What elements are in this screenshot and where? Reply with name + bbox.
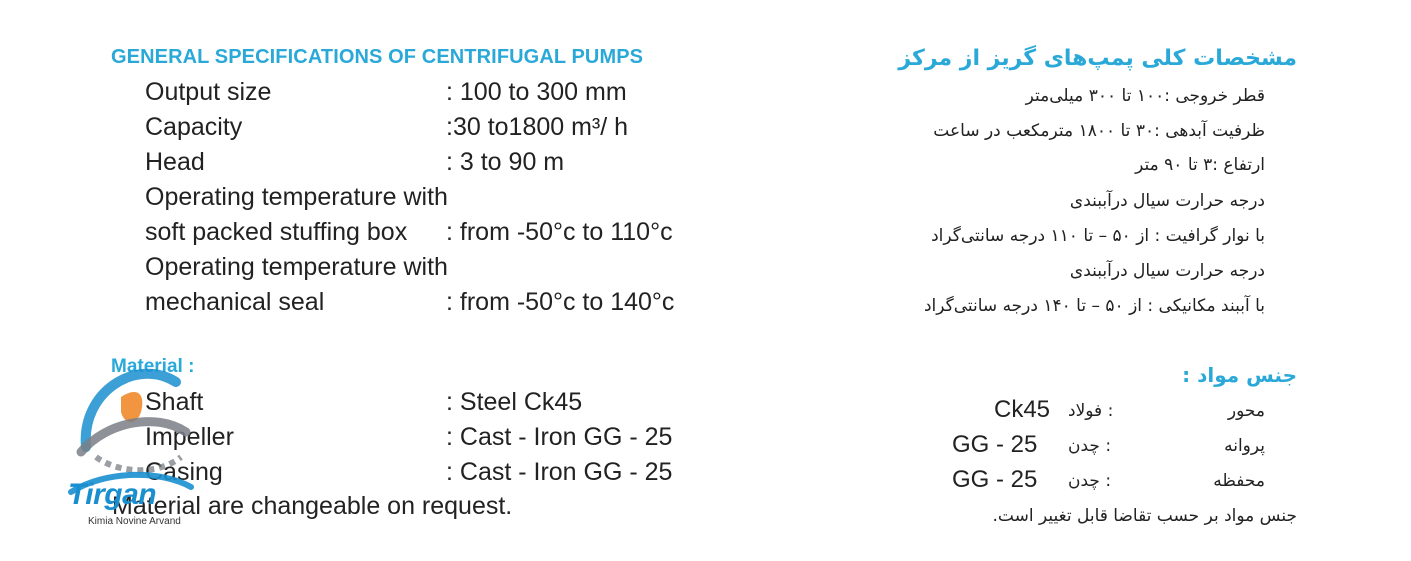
spec-label-output-size: Output size	[145, 78, 272, 106]
spec-label-operating-temp-2: Operating temperature with	[145, 253, 448, 281]
english-material-title: Material :	[111, 356, 195, 377]
fa-spec-output-size: قطر خروجی :۱۰۰ تا ۳۰۰ میلی‌متر	[1025, 86, 1265, 106]
spec-value-output-size: : 100 to 300 mm	[446, 78, 627, 106]
logo-subtitle: Kimia Novine Arvand	[88, 516, 181, 527]
material-value-shaft: : Steel Ck45	[446, 388, 583, 416]
spec-label-capacity: Capacity	[145, 113, 243, 141]
fa-material-value-casing: : چدن	[1068, 471, 1112, 491]
english-title: GENERAL SPECIFICATIONS OF CENTRIFUGAL PUMPS	[111, 46, 644, 68]
fa-spec-soft-packed: با نوار گرافیت : از ۵۰ – تا ۱۱۰ درجه سانتی‌گراد	[931, 226, 1265, 246]
material-value-impeller: : Cast - Iron GG - 25	[446, 423, 673, 451]
fa-spec-mechanical-seal: با آببند مکانیکی : از ۵۰ – تا ۱۴۰ درجه سانتی‌گراد	[923, 296, 1265, 316]
spec-label-soft-packed: soft packed stuffing box	[145, 218, 408, 246]
persian-material-note: جنس مواد بر حسب تقاضا قابل تغییر است.	[992, 506, 1297, 526]
fa-spec-operating-temp-1: درجه حرارت سیال درآببندی	[1069, 191, 1265, 211]
fa-material-label-casing: محفظه	[1213, 471, 1265, 491]
spec-label-head: Head	[145, 148, 205, 176]
english-material-note: Material are changeable on request.	[112, 492, 513, 520]
logo-wordmark: Tirgan	[68, 478, 157, 511]
spec-label-mechanical-seal: mechanical seal	[145, 288, 325, 316]
persian-title: مشخصات کلی پمپ‌های گریز از مرکز	[898, 46, 1297, 71]
spec-value-capacity: :30 to1800 m³/ h	[446, 113, 629, 141]
material-value-casing: : Cast - Iron GG - 25	[446, 458, 673, 486]
fa-material-label-impeller: پروانه	[1224, 436, 1265, 456]
material-label-impeller: Impeller	[145, 423, 234, 451]
fa-material-value-impeller: : چدن	[1068, 436, 1112, 456]
spec-value-soft-packed: : from -50°c to 110°c	[446, 218, 673, 246]
fa-material-code-impeller: GG - 25	[952, 431, 1038, 458]
material-label-shaft: Shaft	[145, 388, 204, 416]
fa-spec-head: ارتفاع :۳ تا ۹۰ متر	[1135, 155, 1265, 175]
material-label-casing: Casing	[145, 458, 223, 486]
fa-material-value-shaft: : فولاد	[1068, 401, 1114, 421]
fa-material-label-shaft: محور	[1227, 401, 1265, 421]
fa-spec-operating-temp-2: درجه حرارت سیال درآببندی	[1069, 261, 1265, 281]
spec-value-head: : 3 to 90 m	[446, 148, 565, 176]
fa-material-code-casing: GG - 25	[952, 466, 1038, 493]
persian-material-title: جنس مواد :	[1182, 363, 1297, 387]
fa-material-code-shaft: Ck45	[994, 396, 1051, 423]
fa-spec-capacity: ظرفیت آبدهی :۳۰ تا ۱۸۰۰ مترمکعب در ساعت	[933, 121, 1265, 141]
spec-value-mechanical-seal: : from -50°c to 140°c	[446, 288, 675, 316]
spec-label-operating-temp-1: Operating temperature with	[145, 183, 448, 211]
